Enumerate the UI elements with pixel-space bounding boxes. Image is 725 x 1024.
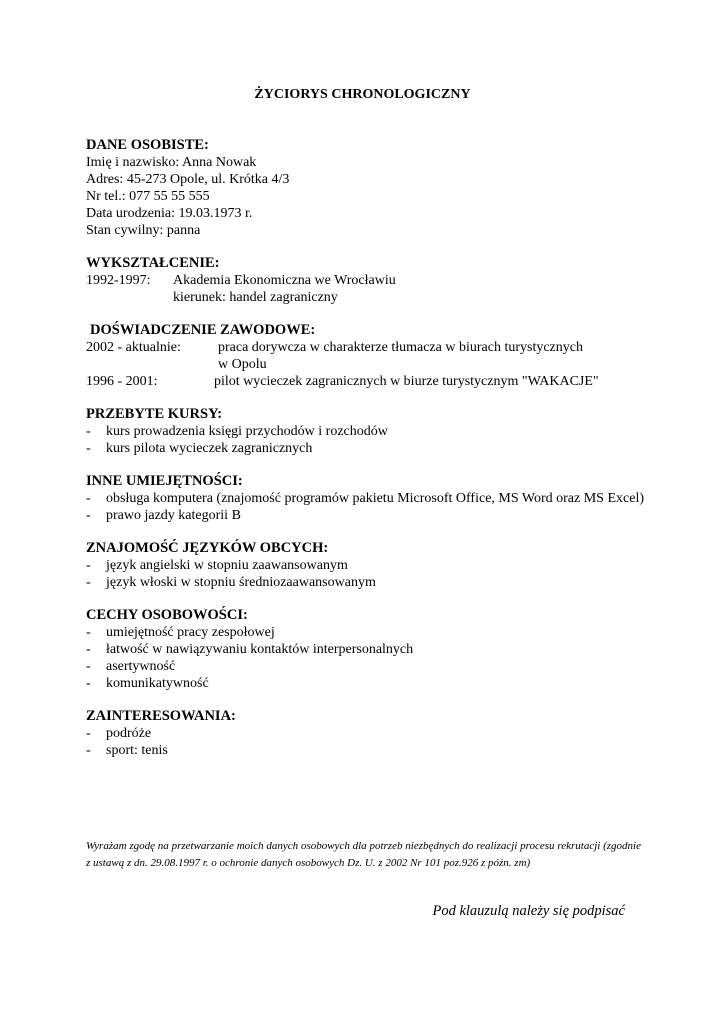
courses-list (86, 423, 646, 457)
list-item (86, 490, 646, 507)
list-item-text: asertywność (106, 659, 176, 674)
list-item-text: umiejętność pracy zespołowej (106, 625, 275, 640)
list-item-text: łatwość w nawiązywaniu kontaktów interpersonalnych (106, 642, 414, 657)
section-skills (86, 472, 646, 524)
consent-clause: Wyrażam zgodę na przetwarzanie moich danych osobowych dla potrzeb niezbędnych do realizacji procesu rekrutacji (zgodnie z ustawą z dn. 29.08.1997 r. o ochronie danych osobowych Dz. U. z 2002 Nr 101 poz.926 z późn. zm) (86, 840, 641, 869)
dash-bullet: - (86, 558, 91, 573)
list-item-text: podróże (106, 726, 152, 741)
dash-bullet: - (86, 508, 91, 523)
section-languages (86, 539, 646, 591)
interests-list (86, 725, 646, 759)
cv-content (86, 136, 646, 774)
heading-languages: ZNAJOMOŚĆ JĘZYKÓW OBCYCH: (86, 540, 329, 556)
heading-education: WYKSZTAŁCENIE: (86, 255, 220, 271)
experience-date: 1996 - 2001: (86, 374, 158, 389)
section-personal (86, 136, 646, 239)
list-item-text: kurs pilota wycieczek zagranicznych (106, 441, 313, 456)
signature-note: Pod klauzulą należy się podpisać (432, 903, 625, 919)
education-school: Akademia Ekonomiczna we Wrocławiu (173, 273, 396, 288)
list-item (86, 725, 646, 742)
list-item (86, 624, 646, 641)
section-experience (86, 321, 646, 390)
education-row (86, 272, 646, 289)
list-item (86, 742, 646, 759)
list-item-text: prawo jazdy kategorii B (106, 508, 241, 523)
list-item-text: język angielski w stopniu zaawansowanym (106, 558, 348, 573)
personal-line-address: Adres: 45-273 Opole, ul. Krótka 4/3 (86, 172, 290, 187)
education-date: 1992-1997: (86, 273, 151, 288)
section-education (86, 254, 646, 306)
list-item (86, 423, 646, 440)
dash-bullet: - (86, 491, 91, 506)
heading-experience: DOŚWIADCZENIE ZAWODOWE: (90, 322, 316, 338)
list-item (86, 557, 646, 574)
experience-date: 2002 - aktualnie: (86, 340, 181, 355)
dash-bullet: - (86, 743, 91, 758)
dash-bullet: - (86, 575, 91, 590)
education-major: kierunek: handel zagraniczny (173, 290, 338, 305)
list-item-text: język włoski w stopniu średniozaawansowanym (106, 575, 376, 590)
dash-bullet: - (86, 676, 91, 691)
heading-traits: CECHY OSOBOWOŚCI: (86, 607, 248, 623)
experience-item-1 (86, 373, 646, 390)
dash-bullet: - (86, 625, 91, 640)
list-item (86, 641, 646, 658)
list-item (86, 574, 646, 591)
dash-bullet: - (86, 726, 91, 741)
dash-bullet: - (86, 659, 91, 674)
heading-interests: ZAINTERESOWANIA: (86, 708, 236, 724)
personal-line-name: Imię i nazwisko: Anna Nowak (86, 155, 257, 170)
experience-desc: praca dorywcza w charakterze tłumacza w biurach turystycznych (218, 340, 583, 355)
heading-personal: DANE OSOBISTE: (86, 137, 209, 153)
section-traits (86, 606, 646, 692)
list-item (86, 658, 646, 675)
traits-list (86, 624, 646, 692)
languages-list (86, 557, 646, 591)
list-item-text: komunikatywność (106, 676, 209, 691)
dash-bullet: - (86, 424, 91, 439)
personal-line-phone: Nr tel.: 077 55 55 555 (86, 189, 210, 204)
personal-line-status: Stan cywilny: panna (86, 223, 201, 238)
heading-skills: INNE UMIEJĘTNOŚCI: (86, 473, 243, 489)
heading-courses: PRZEBYTE KURSY: (86, 406, 223, 422)
list-item-text: sport: tenis (106, 743, 168, 758)
experience-item-0 (86, 339, 646, 356)
list-item (86, 675, 646, 692)
list-item-text: kurs prowadzenia księgi przychodów i rozchodów (106, 424, 388, 439)
experience-desc: pilot wycieczek zagranicznych w biurze turystycznym "WAKACJE" (214, 374, 599, 389)
section-courses (86, 405, 646, 457)
list-item-text: obsługa komputera (znajomość programów pakietu Microsoft Office, MS Word oraz MS Excel) (106, 491, 645, 506)
section-interests (86, 707, 646, 759)
dash-bullet: - (86, 441, 91, 456)
personal-line-birthdate: Data urodzenia: 19.03.1973 r. (86, 206, 253, 221)
dash-bullet: - (86, 642, 91, 657)
list-item (86, 440, 646, 457)
experience-desc-cont: w Opolu (218, 357, 267, 372)
list-item (86, 507, 646, 524)
document-title: ŻYCIORYS CHRONOLOGICZNY (254, 87, 471, 102)
skills-list (86, 490, 646, 524)
